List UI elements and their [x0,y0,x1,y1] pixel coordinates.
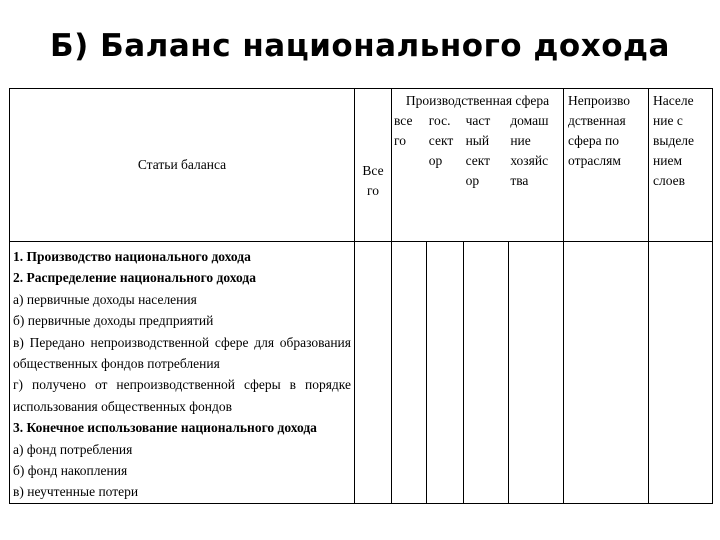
list-item: а) фонд потребления [13,441,133,457]
header-population: Населе ние с выделе нием слоев [649,89,713,242]
list-item: 1. Производство национального дохода [13,249,251,264]
header-total [355,89,392,242]
empty-cell-nonproduction [564,242,649,504]
sub-gos-sector: гос. сект ор [428,113,454,168]
sub-private-sector: част ный сект ор [465,113,491,188]
list-item: 2. Распределение национального дохода [13,270,256,286]
header-nonproduction: Непроизво дственная сфера по отраслям [564,89,649,242]
empty-cell-private [464,242,509,504]
header-total-label: Все го [362,163,384,198]
list-item: в) неучтенные потери [13,484,139,500]
list-item: в) Передано непроизводственной сфере для образования общественных фондов потребления [13,334,351,372]
list-item: 3. Конечное использование национального дохода [13,420,317,436]
empty-cell-population [649,242,713,504]
header-articles: Статьи баланса [10,89,355,242]
sub-households: домаш ние хозяйс тва [510,113,549,188]
header-production-sphere [392,89,564,242]
empty-cell-gos [427,242,464,504]
balance-table [9,88,713,504]
body-row [10,242,713,504]
list-item: б) первичные доходы предприятий [13,313,214,329]
empty-cell-households [509,242,564,504]
empty-cell-prod-total [392,242,427,504]
list-item: б) фонд накопления [13,463,128,479]
slide-title: Б) Баланс национального дохода [50,28,670,64]
sub-vsego: все го [394,113,413,148]
production-sphere-label: Производственная сфера [405,93,550,108]
list-item: г) получено от непроизводственной сферы в порядке использования общественных фондов [13,377,351,414]
header-row [10,89,713,242]
articles-list [10,242,355,504]
list-item: а) первичные доходы населения [13,291,197,307]
production-subcolumns [392,111,563,191]
empty-cell-total [355,242,392,504]
